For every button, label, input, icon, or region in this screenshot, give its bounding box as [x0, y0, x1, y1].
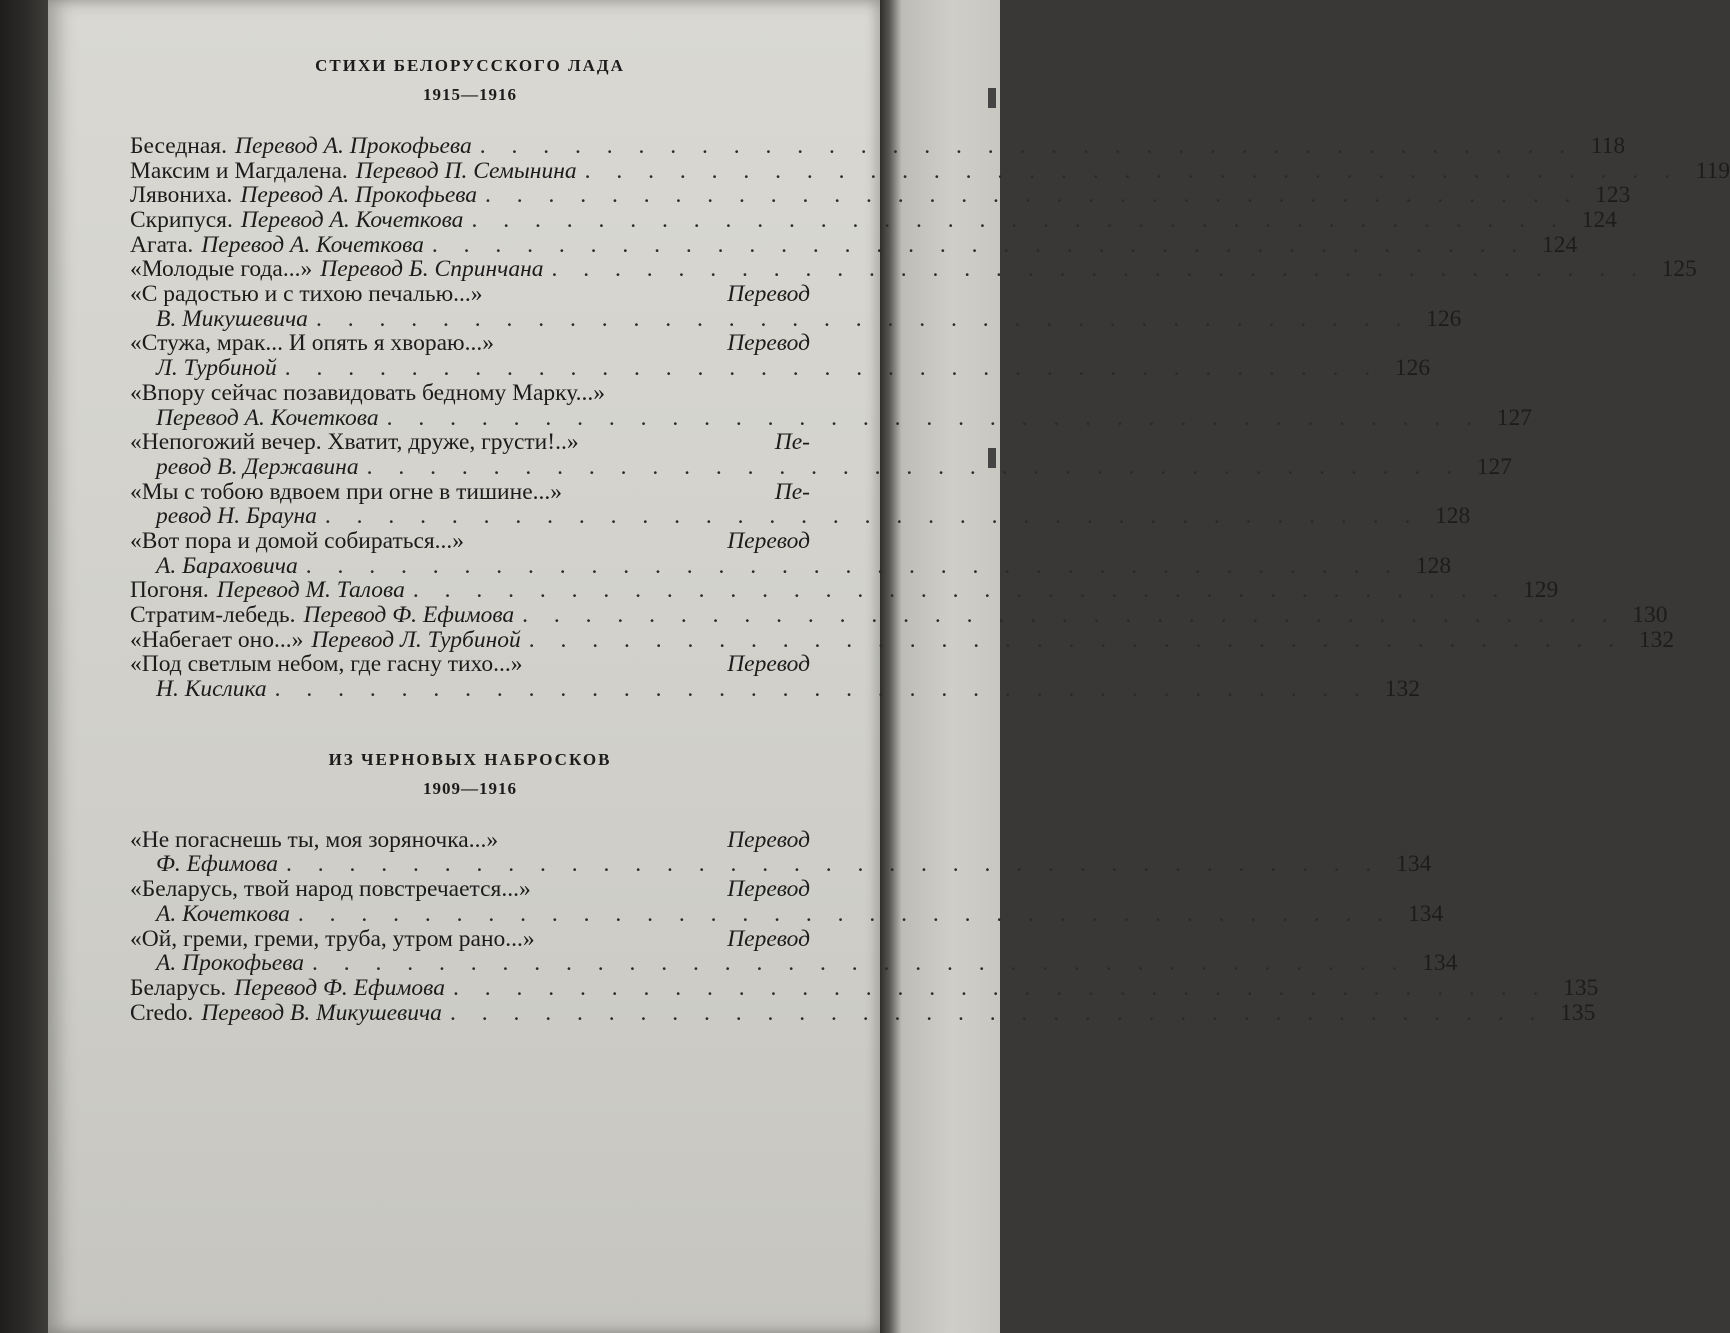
entry-title: Погоня. [130, 577, 209, 604]
entry-title: «Набегает оно...» [130, 626, 304, 653]
dot-leader: . . . . . . . . . . . . . . . . . . . . . . . . . . . . . . . . . . . [528, 626, 1625, 653]
toc-entry [130, 182, 1631, 209]
page-number: 118 [1590, 132, 1626, 159]
entry-title: «Ой, греми, греми, труба, утром рано...» [130, 925, 535, 952]
facing-page-glyph [988, 88, 996, 108]
entry-translator: ревод Н. Брауна [156, 503, 317, 530]
page-number: 132 [1638, 626, 1675, 653]
dot-leader: . . . . . . . . . . . . . . . . . . . . . . . . . . . . . . . . . . . [284, 355, 1381, 382]
entry-title: Стратим-лебедь. [130, 602, 296, 629]
entry-translator: Перевод А. Прокофьева [240, 182, 478, 209]
page-number: 126 [1426, 305, 1462, 332]
toc-entry [130, 429, 1512, 480]
toc-entry [130, 626, 1675, 653]
entry-translator: Пе- [774, 429, 810, 456]
toc-entry [130, 132, 1626, 159]
page-number: 132 [1384, 676, 1421, 703]
entry-translator: Перевод [727, 876, 810, 903]
toc-entry [130, 379, 1532, 431]
entry-translator: Перевод В. Микушевича [201, 999, 442, 1026]
entry-title: «Молодые года...» [130, 256, 313, 283]
dot-leader: . . . . . . . . . . . . . . . . . . . . . . . . . . . . . . . . . . . [471, 207, 1567, 234]
entry-translator: Перевод [727, 527, 810, 554]
entry-title: «Впору сейчас позавидовать бедному Марку...» [130, 379, 606, 406]
entry-translator: Перевод А. Кочеткова [156, 404, 379, 431]
dot-leader: . . . . . . . . . . . . . . . . . . . . . . . . . . . . . . . . . . . [412, 577, 1509, 604]
entry-translator: Перевод П. Семынина [355, 157, 577, 184]
toc-entry [130, 527, 1452, 579]
entry-title: Лявониха. [130, 182, 233, 209]
page-number: 126 [1394, 355, 1431, 382]
toc-entry [130, 826, 1432, 878]
dot-leader: . . . . . . . . . . . . . . . . . . . . . . . . . . . . . . . . . . . [386, 404, 1482, 431]
toc-entry [130, 281, 1462, 332]
entry-title: «С радостью и с тихою печалью...» [130, 281, 483, 308]
toc-entry [130, 157, 1730, 184]
entry-title: Агата. [130, 231, 194, 258]
toc-entry [130, 925, 1458, 977]
entry-translator: В. Микушевича [156, 305, 308, 332]
entry-translator: Ф. Ефимова [156, 851, 278, 878]
entry-title: Credo. [130, 999, 194, 1026]
toc-entry [130, 974, 1599, 1001]
entry-translator: Перевод [727, 826, 810, 853]
entry-translator: Перевод А. Прокофьева [235, 132, 472, 159]
section-title: СТИХИ БЕЛОРУССКОГО ЛАДА [315, 56, 625, 75]
entry-title: «Непогожий вечер. Хватит, друже, грусти!..» [130, 429, 579, 456]
entry-translator: ревод В. Державина [156, 453, 359, 480]
entry-translator: Перевод А. Кочеткова [201, 231, 424, 258]
entry-translator: Перевод Л. Турбиной [311, 626, 521, 653]
section-years: 1915—1916 [423, 85, 517, 104]
entry-title: Беседная. [130, 132, 227, 159]
page-number: 124 [1542, 231, 1578, 258]
entry-translator: Перевод М. Талова [216, 577, 405, 604]
dot-leader: . . . . . . . . . . . . . . . . . . . . . . . . . . . . . . . . . . . [584, 157, 1680, 184]
toc-entry [130, 478, 1471, 530]
entry-translator: А. Бараховича [156, 552, 298, 579]
section-years: 1909—1916 [423, 778, 517, 798]
entry-translator: Пе- [774, 478, 810, 505]
entry-translator: Перевод А. Кочеткова [240, 207, 464, 234]
page-number: 123 [1595, 182, 1631, 209]
entry-title: «Беларусь, твой народ повстречается...» [130, 876, 531, 903]
dot-leader: . . . . . . . . . . . . . . . . . . . . . . . . . . . . . . . . . . . [312, 950, 1408, 977]
toc-entry [130, 577, 1559, 604]
section-title: ИЗ ЧЕРНОВЫХ НАБРОСКОВ [328, 749, 612, 769]
page-number: 129 [1522, 577, 1559, 604]
page-number: 125 [1661, 256, 1697, 283]
dot-leader: . . . . . . . . . . . . . . . . . . . . . . . . . . . . . . . . . . . [315, 305, 1412, 332]
entry-translator: Перевод [727, 281, 810, 308]
dot-leader: . . . . . . . . . . . . . . . . . . . . . . . . . . . . . . . . . . . [452, 974, 1549, 1001]
entry-translator: Перевод [727, 651, 810, 678]
page-number: 134 [1408, 900, 1444, 927]
entry-title: «Не погаснешь ты, моя зоряночка...» [130, 826, 499, 853]
dot-leader: . . . . . . . . . . . . . . . . . . . . . . . . . . . . . . . . . . . [522, 602, 1618, 629]
dot-leader: . . . . . . . . . . . . . . . . . . . . . . . . . . . . . . . . . . . [274, 676, 1371, 703]
dot-leader: . . . . . . . . . . . . . . . . . . . . . . . . . . . . . . . . . . . [305, 552, 1402, 579]
dot-leader: . . . . . . . . . . . . . . . . . . . . . . . . . . . . . . . . . . . [366, 453, 1462, 480]
page-number: 135 [1563, 974, 1599, 1001]
toc-entry [130, 602, 1668, 629]
toc-entry [130, 207, 1617, 234]
entry-translator: Л. Турбиной [156, 355, 277, 382]
entry-title: «Вот пора и домой собираться...» [130, 527, 465, 554]
entry-title: Максим и Магдалена. [130, 157, 348, 184]
entry-title: «Мы с тобою вдвоем при огне в тишине...» [130, 478, 562, 505]
entry-translator: А. Кочеткова [156, 900, 290, 927]
page-number: 128 [1415, 552, 1452, 579]
toc-section [130, 52, 1730, 703]
entry-title: Скрипуся. [130, 207, 233, 234]
entry-title: Беларусь. [130, 974, 227, 1001]
entry-title: «Под светлым небом, где гасну тихо...» [130, 651, 523, 678]
entry-translator: Перевод Ф. Ефимова [303, 602, 515, 629]
entry-title: «Стужа, мрак... И опять я хвораю...» [130, 330, 494, 357]
dot-leader: . . . . . . . . . . . . . . . . . . . . . . . . . . . . . . . . . . . [285, 851, 1382, 878]
toc-entry [130, 876, 1444, 927]
toc-entry [130, 999, 1596, 1026]
entry-translator: Перевод Б. Спринчана [320, 256, 544, 283]
page-number: 128 [1435, 503, 1471, 530]
dot-leader: . . . . . . . . . . . . . . . . . . . . . . . . . . . . . . . . . . . [431, 231, 1528, 258]
dot-leader: . . . . . . . . . . . . . . . . . . . . . . . . . . . . . . . . . . . [485, 182, 1581, 209]
page-number: 119 [1695, 157, 1730, 184]
dot-leader: . . . . . . . . . . . . . . . . . . . . . . . . . . . . . . . . . . . [479, 132, 1576, 159]
dot-leader: . . . . . . . . . . . . . . . . . . . . . . . . . . . . . . . . . . . [324, 503, 1421, 530]
page-number: 134 [1396, 851, 1432, 878]
toc-entry [130, 256, 1697, 283]
page-number: 135 [1560, 999, 1596, 1026]
entry-translator: Перевод [727, 925, 810, 952]
page-number: 124 [1581, 207, 1617, 234]
toc-section [130, 746, 1599, 1026]
toc-entry [130, 651, 1421, 703]
entry-translator: А. Прокофьева [156, 950, 305, 977]
page-number: 127 [1476, 453, 1512, 480]
toc-entry [130, 231, 1578, 258]
page-number: 134 [1422, 950, 1458, 977]
dot-leader: . . . . . . . . . . . . . . . . . . . . . . . . . . . . . . . . . . . [551, 256, 1647, 283]
table-of-contents [130, 52, 1730, 1026]
entry-translator: Н. Кислика [156, 676, 267, 703]
entry-translator: Перевод [727, 330, 810, 357]
toc-entry [130, 330, 1431, 382]
dot-leader: . . . . . . . . . . . . . . . . . . . . . . . . . . . . . . . . . . . [449, 999, 1546, 1026]
page-number: 127 [1496, 404, 1532, 431]
page-number: 130 [1632, 602, 1668, 629]
entry-translator: Перевод Ф. Ефимова [234, 974, 445, 1001]
dot-leader: . . . . . . . . . . . . . . . . . . . . . . . . . . . . . . . . . . . [297, 900, 1394, 927]
